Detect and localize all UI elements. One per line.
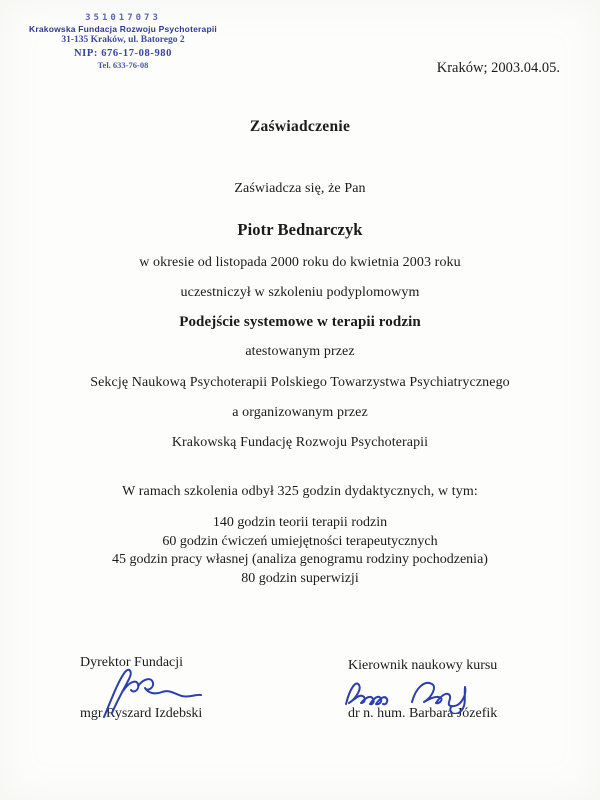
- document-title: Zaświadczenie: [249, 118, 351, 135]
- intro-line: Zaświadcza się, że Pan: [234, 181, 366, 196]
- stamp-organization: Krakowska Fundacja Rozwoju Psychoterapii: [29, 24, 217, 35]
- director-name: mgr Ryszard Izdebski: [80, 706, 203, 721]
- hours-summary-line: W ramach szkolenia odbył 325 godzin dydaktycznych, w tym:: [122, 484, 478, 499]
- participation-line: uczestniczył w szkoleniu podyplomowym: [180, 285, 420, 300]
- hours-item-theory: 140 godzin teorii terapii rodzin: [212, 515, 388, 530]
- hours-item-own-work: 45 godzin pracy własnej (analiza genogramu rodziny pochodzenia): [112, 552, 488, 567]
- course-title: Podejście systemowe w terapii rodzin: [179, 314, 421, 330]
- director-role-label: Dyrektor Fundacji: [80, 655, 184, 670]
- attested-by-line: atestowanym przez: [245, 344, 355, 359]
- organized-by-line: a organizowanym przez: [232, 405, 368, 420]
- training-period: w okresie od listopada 2000 roku do kwietnia 2003 roku: [139, 255, 461, 270]
- organizing-organization: Krakowską Fundację Rozwoju Psychoterapii: [171, 435, 429, 450]
- hours-item-supervision: 80 godzin superwizji: [241, 570, 359, 586]
- signature-block-course-head: [348, 658, 497, 722]
- attesting-organization: Sekcję Naukową Psychoterapii Polskiego Towarzystwa Psychiatrycznego: [90, 375, 510, 390]
- stamp-address: 31-135 Kraków, ul. Batorego 2: [61, 34, 185, 45]
- recipient-name: Piotr Bednarczyk: [237, 220, 363, 239]
- hours-item-exercises: 60 godzin ćwiczeń umiejętności terapeutycznych: [162, 533, 438, 549]
- stamp-nip: NIP: 676-17-08-980: [74, 47, 172, 59]
- course-head-role-label: Kierownik naukowy kursu: [348, 658, 498, 673]
- signature-block-director: [80, 655, 202, 722]
- course-head-name: dr n. hum. Barbara Józefik: [348, 706, 498, 721]
- foundation-stamp: [28, 13, 218, 71]
- stamp-number: 351017073: [85, 13, 161, 23]
- hours-breakdown-list: [0, 514, 600, 588]
- stamp-phone: Tel. 633-76-08: [97, 59, 149, 70]
- place-and-date: Kraków; 2003.04.05.: [436, 60, 560, 76]
